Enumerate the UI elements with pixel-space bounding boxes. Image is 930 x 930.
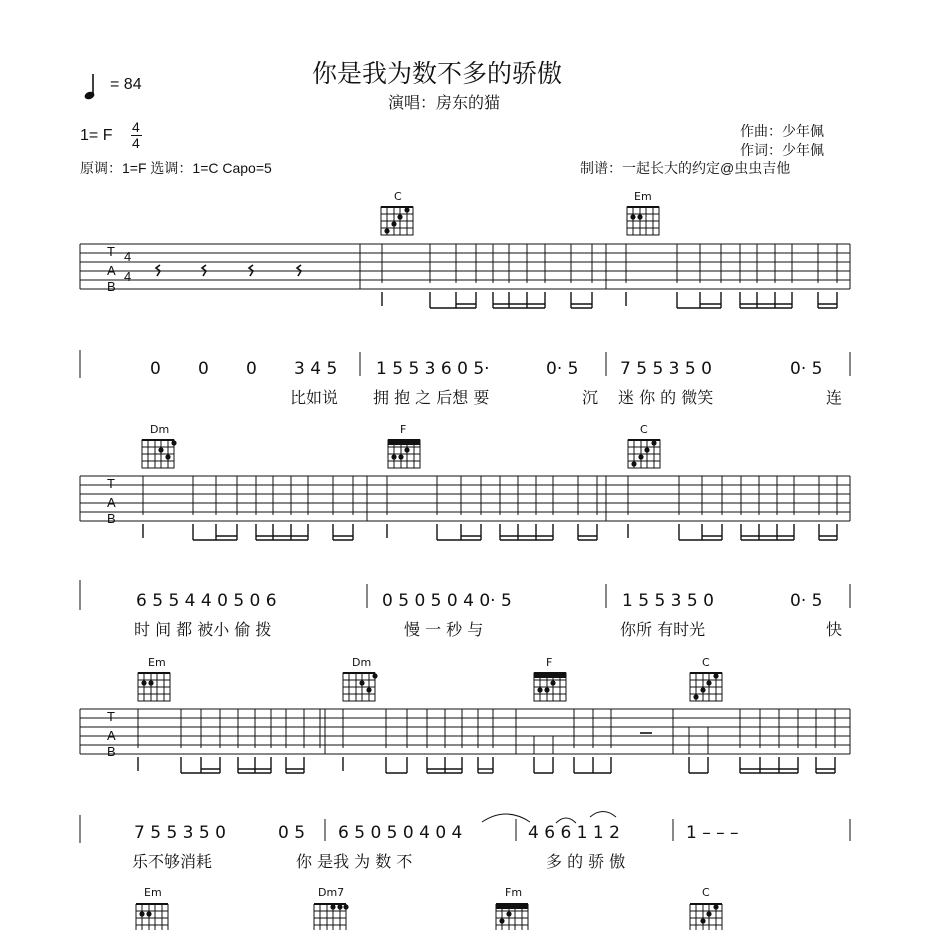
lyric-line: 快 xyxy=(826,620,843,639)
chord-name: Dm7 xyxy=(318,886,345,899)
tab-time-top: 4 xyxy=(124,249,132,264)
lyric-line: 多 的 骄 傲 xyxy=(546,852,626,871)
chord-name: Em xyxy=(634,190,652,203)
tab-clef-b: B xyxy=(107,744,116,759)
lyric-line: 时 间 都 被小 偷 拨 xyxy=(134,620,272,639)
chord-name: C xyxy=(702,656,710,669)
lyric-line: 比如说 xyxy=(290,388,339,407)
composer-credit: 作曲：少年佩 xyxy=(740,123,824,139)
lyric-line: 你所 有时光 xyxy=(620,620,706,639)
chord-name: C xyxy=(702,886,710,899)
note-group: 0· 5 xyxy=(790,591,823,611)
note-group: 4 6 6 1 1 2 xyxy=(528,823,620,843)
key-info: 原调：1=F 选调：1=C Capo=5 xyxy=(80,160,272,176)
note-group: 0 5 0 5 0 4 0· 5 xyxy=(382,591,512,611)
note-group: 1 5 5 3 6 0 5· xyxy=(376,359,490,379)
chord-name: C xyxy=(640,423,648,436)
note-group: 6 5 5 4 4 0 5 0 6 xyxy=(136,591,277,611)
note-group: 7 5 5 3 5 0 xyxy=(134,823,226,843)
note-group: 3 4 5 xyxy=(294,359,338,379)
lyric-line: 连 xyxy=(826,388,843,407)
tab-clef-b: B xyxy=(107,279,116,294)
singer-credit: 演唱：房东的猫 xyxy=(388,95,501,112)
note-group: 1 – – – xyxy=(686,823,739,843)
lyricist-credit: 作词：少年佩 xyxy=(740,142,824,158)
chord-name: F xyxy=(400,423,407,436)
tab-clef-a: A xyxy=(107,263,116,278)
chord-name: Em xyxy=(144,886,162,899)
note-group: 0 xyxy=(246,359,257,379)
tab-clef-a: A xyxy=(107,495,116,510)
note-group: 7 5 5 3 5 0 xyxy=(620,359,712,379)
lyric-line: 迷 你 的 微笑 xyxy=(618,388,714,407)
note-group: 0 xyxy=(150,359,161,379)
note-group: 0 5 xyxy=(278,823,306,843)
lyric-line: 拥 抱 之 后想 要 xyxy=(373,388,490,407)
chord-name: Fm xyxy=(505,886,523,899)
tab-clef-t: T xyxy=(107,709,115,724)
tempo-value: = 84 xyxy=(110,76,142,93)
tab-clef-a: A xyxy=(107,728,116,743)
chord-name: Em xyxy=(148,656,166,669)
tab-clef-b: B xyxy=(107,511,116,526)
chord-name: F xyxy=(546,656,553,669)
chord-name: Dm xyxy=(352,656,372,669)
time-signature-bottom: 4 xyxy=(132,135,140,151)
note-group: 6 5 0 5 0 4 0 4 xyxy=(338,823,463,843)
note-group: 0· 5 xyxy=(546,359,579,379)
lyric-line: 乐不够消耗 xyxy=(132,852,213,871)
chord-name: Dm xyxy=(150,423,170,436)
tab-clef-t: T xyxy=(107,244,115,259)
tab-clef-t: T xyxy=(107,476,115,491)
note-group: 1 5 5 3 5 0 xyxy=(622,591,714,611)
lyric-line: 慢 一 秒 与 xyxy=(404,620,484,639)
chord-name: C xyxy=(394,190,402,203)
arranger-credit: 制谱：一起长大的约定@虫虫吉他 xyxy=(580,160,791,176)
note-group: 0 xyxy=(198,359,209,379)
time-signature-top: 4 xyxy=(132,119,140,135)
song-title: 你是我为数不多的骄傲 xyxy=(312,60,563,88)
lyric-line: 沉 xyxy=(582,388,599,407)
key-signature: 1= F xyxy=(80,127,113,144)
lyric-line: 你 是我 为 数 不 xyxy=(296,852,413,871)
note-group: 0· 5 xyxy=(790,359,823,379)
tab-time-bottom: 4 xyxy=(124,269,132,284)
